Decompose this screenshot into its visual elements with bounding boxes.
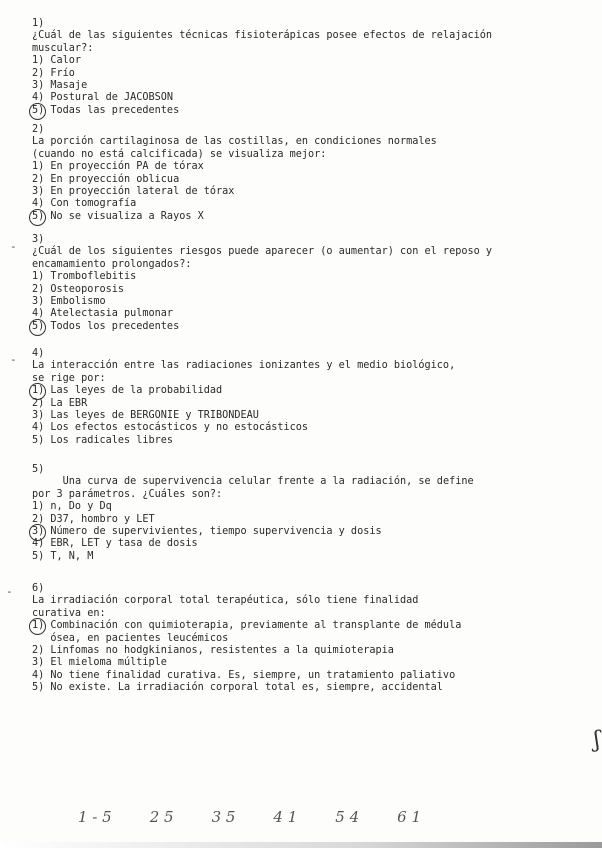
question-2	[32, 124, 572, 223]
option: 1) Tromboflebitis	[32, 271, 137, 283]
option: 3) Masaje	[32, 80, 88, 92]
question-5	[32, 464, 572, 563]
handwritten-answer: 2 5	[149, 808, 174, 826]
question-number: 3)	[32, 234, 45, 245]
handwritten-answer: 5 4	[335, 808, 360, 826]
option: 1) n, Do y Dq	[32, 501, 112, 513]
margin-tick: -	[10, 240, 17, 253]
option: 2) En proyección oblicua	[32, 173, 180, 185]
handwritten-answer: 3 5	[211, 808, 236, 826]
option-circled: 5) Todas las precedentes	[32, 105, 572, 117]
question-number: 5)	[32, 464, 45, 475]
option: 4) No tiene finalidad curativa. Es, siempre, un tratamiento paliativo	[32, 669, 456, 681]
handwritten-answer-key	[78, 808, 498, 826]
option: 3) Las leyes de BERGONIE y TRIBONDEAU	[32, 410, 259, 422]
question-6	[32, 583, 572, 695]
question-1	[32, 18, 572, 117]
scribble-mark: ʃ	[594, 728, 600, 753]
option: 4) Postural de JACOBSON	[32, 92, 174, 104]
option: 5) No existe. La irradiación corporal total es, siempre, accidental	[32, 682, 443, 694]
question-number: 1)	[32, 18, 45, 29]
option: 4) Con tomografía	[32, 198, 137, 210]
question-stem: La irradiación corporal total terapéutica, sólo tiene finalidad curativa en:	[32, 595, 419, 619]
handwritten-answer: 6 1	[397, 808, 421, 826]
option: 1) Calor	[32, 55, 82, 67]
question-stem: Una curva de supervivencia celular frente a la radiación, se define por 3 parámetros. ¿Cuáles son?:	[32, 476, 474, 500]
margin-tick: -	[10, 353, 17, 366]
option: 3) El mieloma múltiple	[32, 657, 167, 669]
handwritten-answer: 1 - 5	[78, 808, 112, 826]
option-circled: 5) Todos los precedentes	[32, 321, 572, 333]
question-stem: ¿Cuál de los siguientes riesgos puede aparecer (o aumentar) con el reposo y encamamiento prolongados?:	[32, 246, 493, 270]
margin-tick: -	[6, 585, 13, 598]
option: 5) Los radicales libres	[32, 434, 174, 446]
option: 2) Linfomas no hodgkinianos, resistentes a la quimioterapia	[32, 645, 394, 657]
question-number: 2)	[32, 124, 45, 135]
option: 2) Frío	[32, 67, 75, 79]
option: 3) Embolismo	[32, 296, 106, 308]
option: 2) D37, hombro y LET	[32, 513, 155, 525]
scan-shadow	[0, 842, 602, 848]
question-stem: La interacción entre las radiaciones ionizantes y el medio biológico, se rige por:	[32, 360, 456, 384]
option: 2) La EBR	[32, 397, 88, 409]
option-circled: 3) Número de supervivientes, tiempo supervivencia y dosis	[32, 526, 572, 538]
option-circled: 1) Combinación con quimioterapia, previamente al transplante de médula ósea, en pacientes leucémicos	[32, 620, 572, 645]
option: 4) Atelectasia pulmonar	[32, 308, 174, 320]
option: 3) En proyección lateral de tórax	[32, 186, 235, 198]
option: 4) EBR, LET y tasa de dosis	[32, 538, 198, 550]
question-stem: La porción cartilaginosa de las costillas, en condiciones normales (cuando no está calcificada) se visualiza mejor:	[32, 136, 437, 160]
option: 2) Osteoporosis	[32, 283, 125, 295]
question-3	[32, 234, 572, 333]
handwritten-answer: 4 1	[273, 808, 298, 826]
option: 1) En proyección PA de tórax	[32, 161, 204, 173]
option: 5) T, N, M	[32, 550, 94, 562]
question-4	[32, 348, 572, 447]
option: 4) Los efectos estocásticos y no estocásticos	[32, 422, 309, 434]
option-circled: 1) Las leyes de la probabilidad	[32, 385, 572, 397]
option-circled: 5) No se visualiza a Rayos X	[32, 211, 572, 223]
question-number: 4)	[32, 348, 45, 359]
question-number: 6)	[32, 583, 45, 594]
question-stem: ¿Cuál de las siguientes técnicas fisioterápicas posee efectos de relajación muscular?:	[32, 30, 493, 54]
